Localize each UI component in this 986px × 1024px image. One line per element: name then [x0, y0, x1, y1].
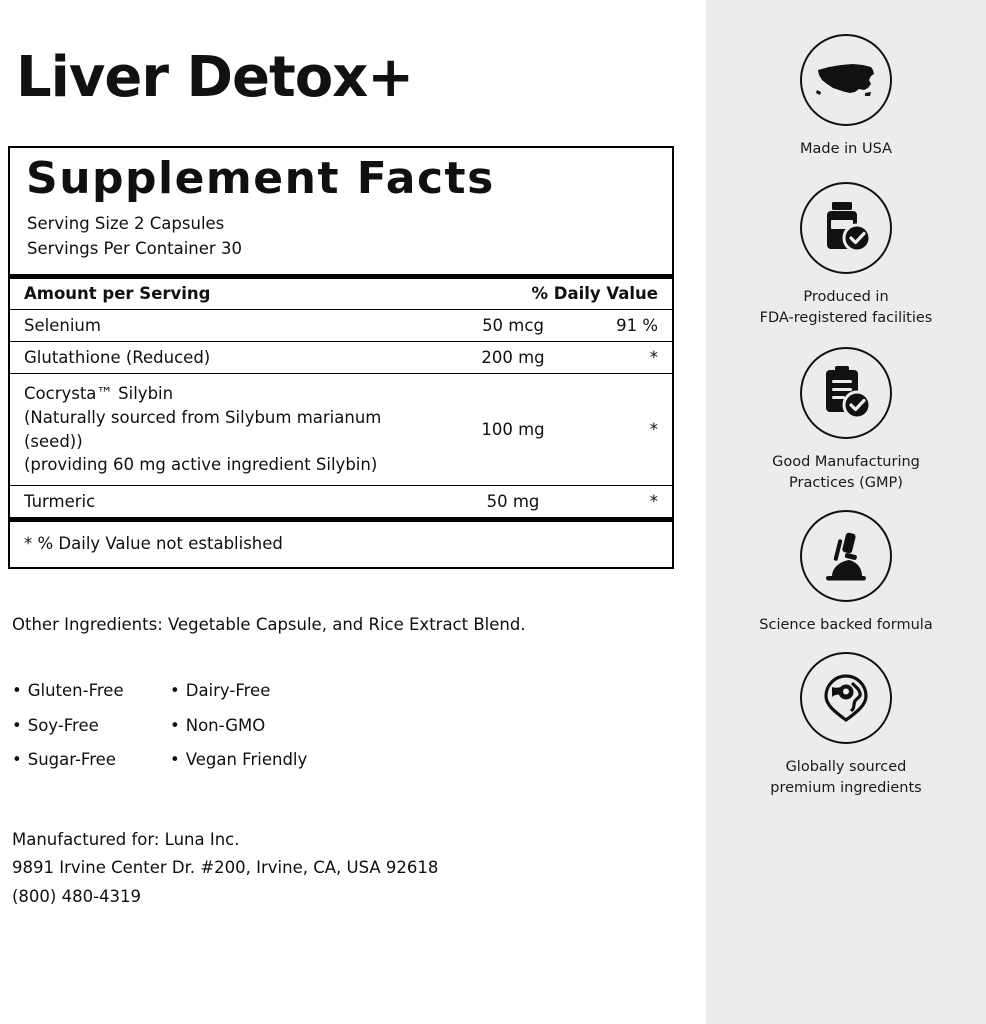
bullet-icon: • [12, 715, 22, 735]
page-title: Liver Detox+ [16, 45, 414, 110]
badge-science-backed [759, 510, 932, 636]
badge-made-in-usa [800, 34, 892, 160]
bullet-icon: • [170, 681, 180, 701]
badge-fda-registered [760, 182, 933, 329]
claim-label: Gluten-Free [27, 681, 124, 701]
nutrient-name: Glutathione (Reduced) [24, 347, 211, 367]
bullet-icon: • [170, 750, 180, 770]
claims-list [12, 674, 706, 778]
nutrient-amount: 100 mg [481, 420, 545, 440]
claim-label: Dairy-Free [185, 681, 271, 701]
table-header-row [10, 279, 672, 309]
badge-globally-sourced [770, 652, 921, 799]
claim-label: Sugar-Free [27, 750, 116, 770]
nutrient-name: Selenium [24, 315, 101, 335]
nutrient-amount: 50 mg [486, 492, 540, 512]
nutrient-daily-value: * [649, 492, 658, 512]
table-row [10, 486, 672, 517]
nutrient-amount: 200 mg [481, 347, 545, 367]
list-item [170, 709, 307, 744]
badge-circle [800, 347, 892, 439]
supplement-facts-header [10, 148, 672, 274]
badge-circle [800, 34, 892, 126]
nutrient-daily-value: 91 % [616, 315, 658, 335]
badge-label: Produced in FDA-registered facilities [759, 289, 933, 327]
bullet-icon: • [12, 750, 22, 770]
list-item [12, 709, 170, 744]
microscope-icon [820, 529, 872, 583]
other-ingredients: Other Ingredients: Vegetable Capsule, and Rice Extract Blend. [12, 615, 526, 635]
nutrient-source-note: (Naturally sourced from Silybum marianum (seed)) [24, 407, 382, 451]
badge-circle [800, 510, 892, 602]
table-row [10, 342, 672, 373]
globe-pin-icon [819, 670, 873, 726]
badge-gmp [772, 347, 920, 494]
badge-label: Science backed formula [759, 617, 933, 634]
serving-size: Serving Size 2 Capsules [27, 214, 225, 234]
claims-column-2 [170, 674, 307, 778]
list-item [170, 743, 307, 778]
nutrient-daily-value: * [649, 347, 658, 367]
badge-label: Good Manufacturing Practices (GMP) [772, 454, 920, 492]
manufacturer-phone: (800) 480-4319 [12, 886, 142, 906]
nutrient-amount: 50 mcg [482, 315, 544, 335]
clipboard-check-icon [820, 365, 872, 421]
supplement-facts-panel [8, 146, 674, 569]
supplement-facts-heading: Supplement Facts [26, 153, 495, 204]
nutrient-daily-value: * [649, 420, 658, 440]
table-row [10, 310, 672, 341]
badge-label: Made in USA [800, 141, 892, 157]
manufacturer-name: Manufactured for: Luna Inc. [12, 829, 240, 849]
daily-value-footnote: * % Daily Value not established [24, 534, 283, 554]
nutrient-name: Cocrysta™ Silybin [24, 383, 174, 403]
claims-column-1 [12, 674, 170, 778]
manufacturer-block [12, 826, 706, 911]
nutrient-name-block [24, 382, 438, 478]
supplement-bottle-check-icon [819, 200, 873, 256]
trust-badges-sidebar [706, 0, 986, 1024]
servings-per-container: Servings Per Container 30 [27, 238, 242, 258]
bullet-icon: • [12, 681, 22, 701]
claim-label: Soy-Free [27, 715, 99, 735]
usa-map-icon [815, 59, 877, 101]
list-item [170, 674, 307, 709]
manufacturer-address: 9891 Irvine Center Dr. #200, Irvine, CA, USA 92618 [12, 858, 439, 878]
badge-circle [800, 182, 892, 274]
list-item [12, 743, 170, 778]
column-header-daily-value: % Daily Value [531, 283, 658, 303]
claim-label: Vegan Friendly [185, 750, 308, 770]
badge-label: Globally sourced premium ingredients [770, 759, 922, 797]
column-header-amount: Amount per Serving [24, 283, 211, 303]
list-item [12, 674, 170, 709]
table-row [10, 374, 672, 486]
nutrient-active-note: (providing 60 mg active ingredient Silybin) [24, 455, 378, 475]
badge-circle [800, 652, 892, 744]
bullet-icon: • [170, 715, 180, 735]
nutrient-name: Turmeric [24, 492, 96, 512]
claim-label: Non-GMO [185, 715, 266, 735]
